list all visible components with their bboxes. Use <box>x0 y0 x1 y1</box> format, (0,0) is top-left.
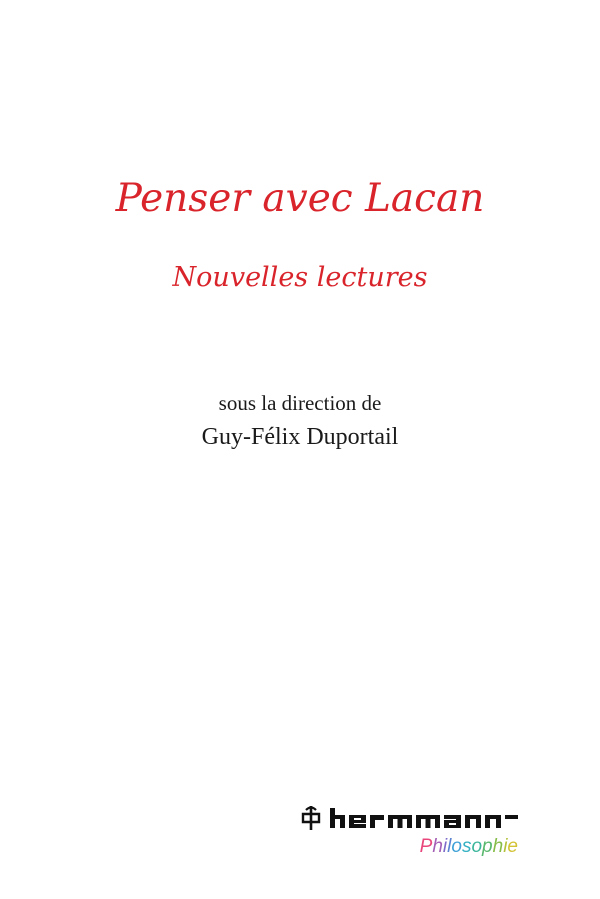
collection-letter: i <box>442 836 448 857</box>
collection-letter: P <box>419 836 433 857</box>
collection-letter: i <box>503 836 508 857</box>
collection-letters <box>420 836 518 857</box>
collection-letter: s <box>461 836 472 857</box>
collection-letter: o <box>451 836 462 857</box>
hermann-wordmark <box>330 808 518 828</box>
collection-letter: o <box>471 836 483 857</box>
collection-name <box>300 836 518 858</box>
editor-name: Guy-Félix Duportail <box>201 424 399 450</box>
collection-letter: e <box>507 836 518 857</box>
hermann-emblem-icon <box>303 806 319 830</box>
book-title: Penser avec Lacan <box>115 176 485 221</box>
collection-letter: l <box>447 836 452 857</box>
direction-label: sous la direction de <box>218 391 382 415</box>
collection-letter: p <box>482 836 493 857</box>
book-subtitle: Nouvelles lectures <box>172 262 428 293</box>
collection-letter: h <box>492 836 504 857</box>
collection-letter: h <box>432 836 443 857</box>
publisher-logo <box>300 804 520 832</box>
